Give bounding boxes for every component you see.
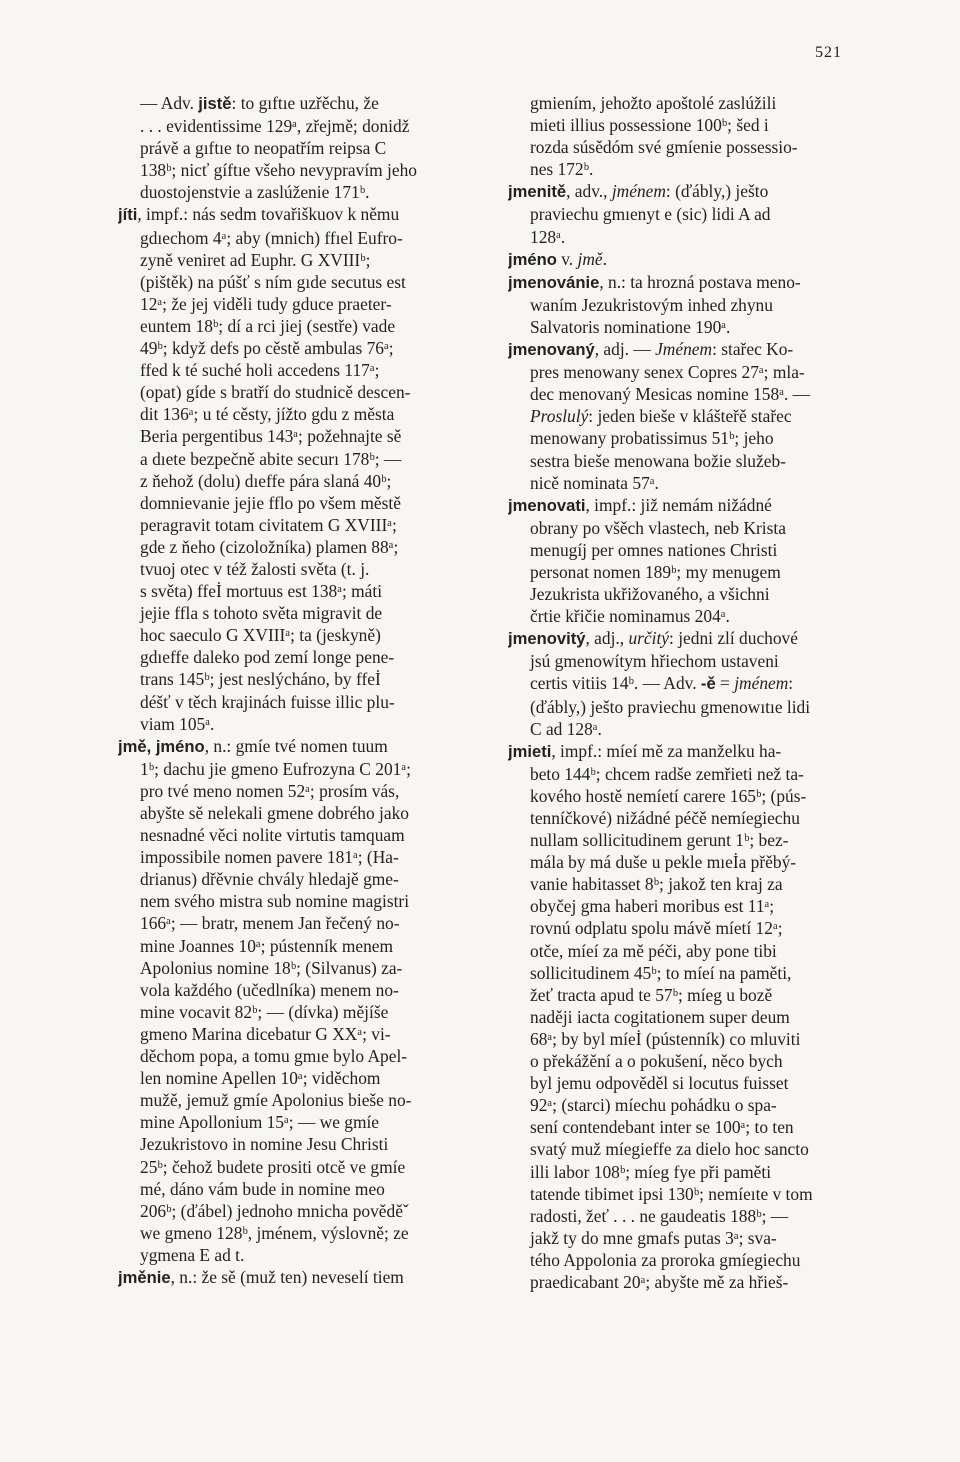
text-run: 1ᵇ; dachu jie gmeno Eufrozyna C 201ᵃ; [140,758,411,779]
text-line [118,1222,492,1244]
text-run: , n.: že sě (muž ten) neveselí tiem [170,1266,404,1287]
text-run: tenníčkové) nižádné péčě nemíegiechu [530,808,800,828]
text-line [508,1072,870,1094]
text-run: : (ďábly,) ješto [665,181,769,202]
text-line [508,294,870,316]
text-run: pres menowany senex Copres 27ᵃ; mla- [530,362,805,383]
text-line [508,650,870,672]
text-line [118,115,492,137]
text-run: . [602,248,607,269]
text-line [118,1111,492,1133]
text-run: tvuoj otec v též žalosti světa (t. j. [140,558,370,579]
text-line [118,868,492,890]
italic-gloss: jménem [734,673,789,694]
text-line [508,226,870,248]
text-line [508,1227,870,1249]
text-line [508,158,870,180]
text-line [118,979,492,1001]
text-run: gmeno Marina dicebatur G XXᵃ; vi- [140,1023,391,1044]
italic-gloss: Proslulý [530,406,589,427]
text-line [508,561,870,583]
text-run: trans 145ᵇ; jest neslýcháno, by ffeİ [140,669,381,690]
text-line [118,1200,492,1222]
text-run: certis vitiis 14ᵇ. — Adv. [530,673,701,694]
text-line [118,137,492,159]
text-line [118,890,492,912]
text-line [118,824,492,846]
headword: jmenovitý [508,629,586,649]
text-line [118,957,492,979]
text-run: — Adv. [140,93,199,113]
text-run: žeť tracta apud te 57ᵇ; míeg u bozě [530,984,773,1005]
text-line [508,962,870,984]
text-run: jejie ffla s tohoto světa migravit de [140,603,383,624]
text-run: domnievanie jejie fflo po všem městě [140,492,401,513]
text-line [118,1178,492,1200]
text-run: vanie habitasset 8ᵇ; jakož ten kraj za [530,874,783,895]
text-line [508,583,870,605]
text-line [508,271,870,294]
headword: -ě [700,674,716,694]
text-run: (opat) gíde s bratří do studnicě descen- [140,382,411,403]
text-line [508,917,870,939]
headword: jměnie [118,1267,171,1287]
text-run: mine Apollonium 15ᵃ; — we gmíe [140,1112,380,1133]
text-line [508,1006,870,1028]
text-run: praviechu gmıenyt e (sic) lidi A ad [530,204,771,225]
text-line [118,713,492,735]
text-run: jakž ty do mne gmafs putas 3ᵃ; sva- [530,1227,777,1248]
left-column [118,92,492,1289]
text-line [508,1205,870,1227]
text-run: rozda súsědóm své gmíenie possessio- [530,137,798,158]
text-run: sestra bieše menowana božie služeb- [530,450,786,471]
text-run: Salvatoris nominatione 190ᵃ. [530,316,731,337]
text-run: mine vocavit 82ᵇ; — (dívka) mějíše [140,1001,389,1022]
text-line [118,735,492,758]
headword: jméno [508,249,557,269]
text-line [118,558,492,580]
text-run: jsú gmenowítym hřiechom ustaveni [530,651,779,672]
text-run: ygmena E ad t. [140,1244,245,1265]
text-run: črtie křičie nominamus 204ᵃ. [530,606,730,627]
text-run: otče, míeí za mě péči, aby pone tibi [530,940,777,961]
text-line [508,427,870,449]
text-line [508,203,870,225]
text-run: gmiením, jehožto apoštolé zaslúžili [530,93,777,113]
text-line [508,627,870,650]
text-line [508,807,870,829]
text-line [508,740,870,763]
headword: jmieti [508,741,552,761]
text-line [508,517,870,539]
text-run: gde z ňeho (cizoložníka) plamen 88ᵃ; [140,536,399,557]
text-run: 49ᵇ; když defs po cěstě ambulas 76ᵃ; [140,338,394,359]
text-line [118,249,492,271]
text-run: C ad 128ᵃ. [530,718,602,739]
text-run: : jedni zlí duchové [669,628,798,649]
headword: jíti [118,205,138,225]
text-run: euntem 18ᵇ; dí a rci jiej (sestře) vade [140,315,396,336]
text-run: tatende tibimet ipsi 130ᵇ; nemíeıte v tom [530,1183,813,1204]
text-line [118,425,492,447]
text-line [508,718,870,740]
text-run: byl jemu odpověděl si locutus fuisset [530,1073,789,1094]
text-run: právě a gıftıe to neopatřím reipsa C [140,138,387,159]
text-run: viam 105ᵃ. [140,713,215,734]
text-line [118,381,492,403]
text-run: svatý muž míegieffe za dielo hoc sancto [530,1139,809,1160]
text-run: Beria pergentibus 143ᵃ; požehnajte sě [140,426,402,447]
text-run: mine Joannes 10ᵃ; pústenník menem [140,935,394,956]
text-run: s světa) ffeİ mortuus est 138ᵃ; máti [140,581,383,602]
text-line [508,851,870,873]
text-line [118,1133,492,1155]
text-run: mieti illius possessione 100ᵇ; šed i [530,115,769,136]
text-run: nem svého mistra sub nomine magistri [140,891,410,912]
text-line [508,1271,870,1293]
headword: jmenovaný [508,340,595,360]
text-run: kového hostě nemíetí carere 165ᵇ; (pús- [530,785,807,806]
text-run: mužě, jemuž gmíe Apolonius bieše no- [140,1090,412,1111]
text-line [118,536,492,558]
italic-gloss: jménem [611,181,666,202]
text-run: z ňehož (dolu) dıeffe pára slaná 40ᵇ; [140,470,392,491]
text-line [118,514,492,536]
text-run: Jezukristovo in nomine Jesu Christi [140,1134,389,1155]
text-run: obrany po všěch vlastech, neb Krista [530,517,786,538]
text-run: , adv., [566,181,612,202]
text-run: we gmeno 128ᵇ, jménem, výslovně; ze [140,1222,409,1243]
text-line [508,361,870,383]
text-line [118,780,492,802]
text-run: , adj., [585,628,629,649]
text-line [118,181,492,203]
italic-gloss: určitý [628,628,670,649]
text-line [508,338,870,361]
text-line [508,539,870,561]
text-run: , adj. — [594,339,656,360]
text-run: nesnadné věci nolite virtutis tamquam [140,825,405,846]
text-line [118,470,492,492]
text-line [508,785,870,807]
headword: jmenovati [508,495,586,515]
text-line [118,1067,492,1089]
text-line [508,494,870,517]
text-run: (ďábly,) ješto praviechu gmenowıtıe lidi [530,696,811,717]
text-line [508,180,870,203]
text-run: impossibile nomen pavere 181ᵃ; (Ha- [140,847,399,868]
text-line [508,605,870,627]
text-line [508,895,870,917]
text-run: hoc saeculo G XVIIIᵃ; ta (jeskyně) [140,625,381,646]
text-line [508,248,870,271]
text-line [508,316,870,338]
text-line [508,763,870,785]
text-run: obyčej gma haberi moribus est 11ᵃ; [530,896,775,917]
text-run: déšť v těch krajinách fuisse illic plu- [140,691,395,712]
headword: jmenovánie [508,272,600,292]
text-line [118,602,492,624]
text-run: duostojenstvie a zaslúženie 171ᵇ. [140,182,370,203]
text-line [508,1094,870,1116]
text-run: : stařec Ko- [712,339,794,360]
text-run: naději iacta cogitationem super deum [530,1006,790,1027]
text-line [118,1266,492,1289]
text-run: len nomine Apellen 10ᵃ; viděchom [140,1068,381,1089]
text-line [508,940,870,962]
text-line [118,580,492,602]
text-run: rovnú odplatu spolu mávě míetí 12ᵃ; [530,918,783,939]
text-line [118,1045,492,1067]
text-line [118,1244,492,1266]
text-run: 68ᵃ; by byl míeİ (pústenník) co mluviti [530,1028,801,1049]
page-number: 521 [815,44,842,61]
text-line [118,315,492,337]
text-run: sollicitudinem 45ᵇ; to míeí na paměti, [530,962,792,983]
text-line [118,492,492,514]
text-line [508,829,870,851]
text-line [508,672,870,695]
text-run: (pištěk) na púšť s ním gıde secutus est [140,271,406,292]
text-run: , n.: gmíe tvé nomen tuum [204,735,388,756]
text-run: pro tvé meno nomen 52ᵃ; prosím vás, [140,780,400,801]
text-line [118,758,492,780]
text-line [118,846,492,868]
text-run: . . . evidentissime 129ᵃ, zřejmě; donidž [140,116,410,137]
text-line [508,873,870,895]
text-line [118,802,492,824]
text-line [118,668,492,690]
headword: jmenitě [508,182,567,202]
text-run: nullam sollicitudinem gerunt 1ᵇ; bez- [530,830,789,851]
text-line [508,450,870,472]
text-run: abyšte sě nelekali gmene dobrého jako [140,803,409,823]
text-run: beto 144ᵇ; chcem radše zemřieti než ta- [530,763,804,784]
text-run: mé, dáno vám bude in nomine meo [140,1178,385,1199]
text-run: gdıechom 4ᵃ; aby (mnich) ffıel Eufro- [140,227,403,248]
text-line [508,472,870,494]
italic-gloss: jmě [577,248,603,269]
text-line [118,203,492,226]
text-run: 166ᵃ; — bratr, menem Jan řečený no- [140,913,400,934]
text-line [118,448,492,470]
text-line [508,1116,870,1138]
text-line [118,293,492,315]
text-line [508,1249,870,1271]
text-line [508,1161,870,1183]
text-run: , impf.: již nemám nižádné [585,494,772,515]
text-run: = [715,673,735,694]
italic-gloss: Jménem [655,339,713,360]
text-line [508,92,870,114]
text-line [118,624,492,646]
text-line [118,359,492,381]
text-run: o překážění a o pokušení, něco bych [530,1051,783,1072]
text-line [508,136,870,158]
text-run: drianus) dřěvnie chvály hledajě gme- [140,869,399,890]
text-run: Jezukrista ukřižovaného, a všichni [530,584,770,605]
text-run: zyně veniret ad Euphr. G XVIIIᵇ; [140,249,371,270]
text-run: nicě nominata 57ᵃ. [530,472,659,493]
text-line [118,1156,492,1178]
text-run: vola každého (učedlníka) menem no- [140,979,399,1000]
text-line [508,1183,870,1205]
text-run: sení contendebant inter se 100ᵃ; to ten [530,1117,794,1138]
text-line [508,696,870,718]
text-line [508,1050,870,1072]
text-line [508,1028,870,1050]
text-run: mála by má duše u pekle mıeİa přěbý- [530,852,797,873]
text-run: 128ᵃ. [530,226,566,247]
text-line [118,912,492,934]
text-line [118,935,492,957]
text-line [508,1138,870,1160]
text-run: gdıeffe daleko pod zemí longe pene- [140,647,395,668]
text-run: : [788,673,794,694]
headword: jistě [198,94,232,113]
text-run: 12ᵃ; že jej viděli tudy gduce praeter- [140,293,392,314]
text-line [118,691,492,713]
text-run: personat nomen 189ᵇ; my menugem [530,561,781,582]
text-line [118,227,492,249]
text-line [118,1023,492,1045]
text-run: a dıete bezpečně abite securı 178ᵇ; — [140,448,402,469]
text-run: illi labor 108ᵇ; míeg fye při paměti [530,1161,772,1182]
text-run: radosti, žeť . . . ne gaudeatis 188ᵇ; — [530,1205,789,1226]
text-run: v. [556,248,578,269]
text-line [118,159,492,181]
text-line [508,405,870,427]
text-run: ffed k té suché holi accedens 117ᵃ; [140,360,380,381]
text-run: : jeden bieše v klášteřě stařec [588,406,792,427]
text-line [118,1089,492,1111]
text-run: waním Jezukristovým inhed zhynu [530,294,773,315]
text-run: 25ᵇ; čehož budete prositi otcě ve gmíe [140,1156,406,1177]
right-column [508,92,870,1293]
text-line [118,337,492,359]
text-line [508,114,870,136]
text-run: nes 172ᵇ. [530,159,594,180]
text-line [508,984,870,1006]
text-run: , impf.: nás sedm tovařiškuov k němu [137,204,400,225]
text-line [118,1001,492,1023]
text-run: 92ᵃ; (starci) míechu pohádku o spa- [530,1095,777,1116]
text-line [118,646,492,668]
text-run: : to gıftıe uzřěchu, že [231,93,379,113]
text-run: 138ᵇ; nicť gíftıe všeho nevypravím jeho [140,160,417,181]
text-run: menowany probatissimus 51ᵇ; jeho [530,428,774,449]
text-run: , n.: ta hrozná postava meno- [599,271,801,292]
headword: jmě, jméno [118,736,205,756]
text-run: děchom popa, a tomu gmıe bylo Apel- [140,1046,408,1067]
text-run: tého Appolonia za proroka gmíegiechu [530,1249,801,1270]
text-line [508,383,870,405]
text-run: 206ᵇ; (ďábel) jednoho mnicha pověděˇ [140,1200,409,1221]
text-run: dit 136ᵃ; u té cěsty, jížto gdu z města [140,404,395,425]
text-run: Apolonius nomine 18ᵇ; (Silvanus) za- [140,957,403,978]
text-run: dec menovaný Mesicas nomine 158ᵃ. — [530,384,811,405]
text-line [118,403,492,425]
text-run: menugíj per omnes nationes Christi [530,539,778,560]
text-run: peragravit totam civitatem G XVIIIᵃ; [140,514,397,535]
text-line [118,92,492,115]
text-run: , impf.: míeí mě za manželku ha- [551,740,782,761]
text-run: praedicabant 20ᵃ; abyšte mě za hřieš- [530,1271,789,1292]
text-line [118,271,492,293]
